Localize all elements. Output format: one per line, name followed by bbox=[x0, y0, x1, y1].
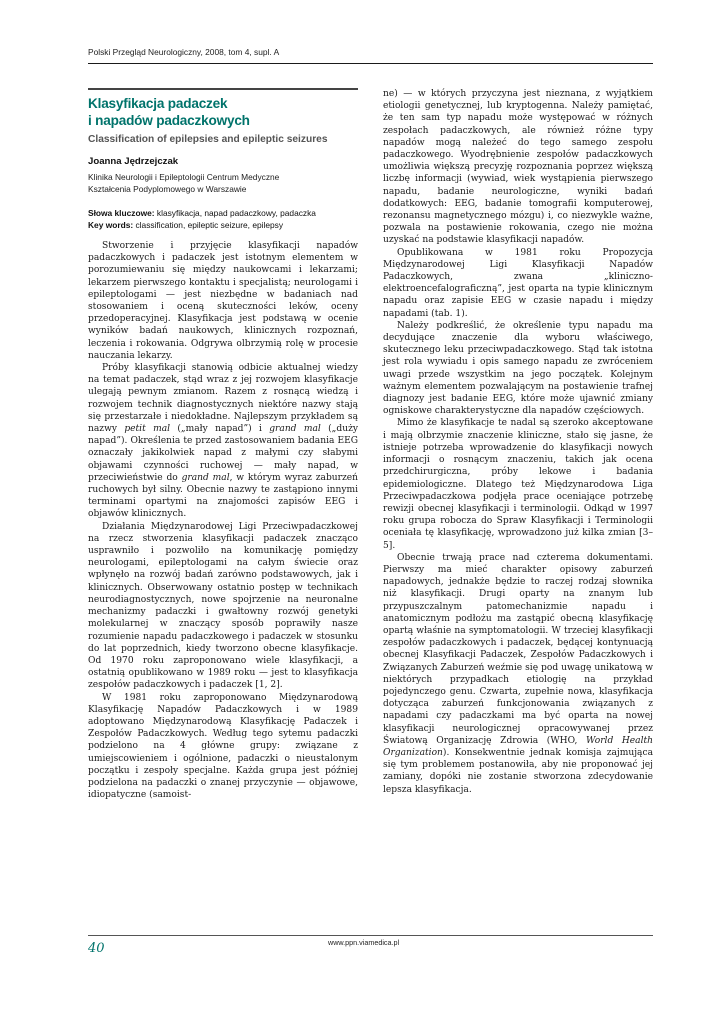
body-column-right bbox=[383, 88, 653, 796]
italic-term: petit mal bbox=[124, 424, 171, 435]
keywords-polish-label: Słowa kluczowe: bbox=[88, 208, 155, 218]
title-block bbox=[88, 96, 358, 231]
affiliation-line-2: Kształcenia Podyplomowego w Warszawie bbox=[88, 184, 247, 194]
text-run: Obecnie trwają prace nad czterema dokumentami. Pierwszy ma mieć charakter opisowy zaburzeń napadowych, jednakże będzie to raczej rodzaj słownika niż klasyfikacji. Drugi oparty na znanym lub przypuszczalnym patomechanizmie napadu i anatomicznym podłożu ma zastąpić obecną klasyfikację opartą właśnie na symptomatologii. W trzeciej klasyfikacji zespołów padaczkowych i padaczek, będącej kontynuacją obecnej Klasyfikacji Padaczek, Zespołów Padaczkowych i Związanych Zaburzeń weźmie się pod uwagę unikatową w niektórych przypadkach etiologię na przykład pojedynczego genu. Czwarta, zupełnie nowa, klasyfikacja dotycząca zaburzeń funkcjonowania związanych z napadami czy padaczkami ma być oparta na nowej klasyfikacji neurologicznej opracowywanej przez Światową Organizację Zdrowia (WHO, bbox=[383, 552, 653, 746]
page-number: 40 bbox=[88, 941, 105, 956]
text-run: ). Konsekwentnie jednak komisja zajmująca się tym problemem postanowiła, aby nie proponować jej zamiany, dopóki nie zostanie stworzona zdecydowanie lepsza klasyfikacja. bbox=[383, 747, 653, 795]
paragraph-four-documents bbox=[383, 552, 653, 796]
affiliation-line-1: Klinika Neurologii i Epileptologii Centrum Medyczne bbox=[88, 172, 280, 182]
author-name: Joanna Jędrzejczak bbox=[88, 156, 179, 167]
article-subtitle: Classification of epilepsies and epileptic seizures bbox=[88, 134, 328, 145]
article-title bbox=[88, 96, 358, 129]
header-rule bbox=[88, 63, 653, 64]
keywords-english-text: classification, epileptic seizure, epilepsy bbox=[133, 220, 284, 230]
title-line-1: Klasyfikacja padaczek bbox=[88, 96, 228, 111]
text-run: („duży napad”). Określenia te przed zastosowaniem badania EEG oznaczały jakikolwiek napad z małymi czy słabymi objawami czynności ruchowej — mały napad, w przeciwieństwie do bbox=[88, 424, 358, 483]
text-run: Próby klasyfikacji stanowią odbicie aktualnej wiedzy na temat padaczek, stąd wraz z jej rozwojem klasyfikacje ulegają pewnym zmianom. Razem z rosnącą wiedzą i rozwojem technik diagnostycznych niektóre nazwy stają się przestarzałe i niedokładne. Najlepszym przykładem są nazwy bbox=[88, 363, 358, 435]
keywords-polish-text: klasyfikacja, napad padaczkowy, padaczka bbox=[154, 208, 316, 218]
paragraph-ilae-activities: Działania Międzynarodowej Ligi Przeciwpadaczkowej na rzecz stworzenia klasyfikacji padaczek znacząco usprawniło i pozwoliło na komunikację pomiędzy neurologami, epileptologami na całym świecie oraz wpłynęło na rozwój badań zarówno podstawowych, jak i klinicznych. Obserwowany ostatnio postęp w technikach neurodiagnostycznych, nowe spojrzenie na neuronalne mechanizmy padaczki i gwałtowny rozwój genetyki molekularnej w znaczący sposób poprawiły nasze rozumienie napadu padaczkowego i padaczek w stosunku do lat poprzednich, kiedy tworzono obecne klasyfikacje. Od 1970 roku zaproponowano wiele klasyfikacji, a ostatnią opublikowano w 1989 roku — jest to klasyfikacja zespołów padaczkowych i padaczek [1, 2]. bbox=[88, 521, 358, 691]
title-rule bbox=[88, 88, 358, 90]
paragraph-1981-classification: W 1981 roku zaproponowano Międzynarodową Klasyfikację Napadów Padaczkowych i w 1989 adoptowano Międzynarodową Klasyfikację Padaczek i Zespołów Padaczkowych. Według tego sytemu padaczki podzielono na 4 główne grupy: związane z umiejscowieniem i ogólnione, padaczki o nieustalonym początku i zespoły specjalne. Każda grupa jest później podzielona na padaczki o znanej przyczynie — objawowe, idiopatyczne (samoist- bbox=[88, 692, 358, 801]
paragraph-1981-proposal: Opublikowana w 1981 roku Propozycja Międzynarodowej Ligi Klasyfikacji Napadów Padaczkowych, zwana „kliniczno-elektroencefalograficzną”, jest oparta na typie klinicznym napadu oraz zapisie EEG w czasie napadu i między napadami (tab. 1). bbox=[383, 247, 653, 319]
italic-term: World Health Organization bbox=[383, 735, 653, 758]
text-run: , w którym wyraz zaburzeń ruchowych był silny. Obecnie nazwy te zastąpiono innymi terminami opartymi na znajomości zapisów EEG i objawów klinicznych. bbox=[88, 472, 358, 520]
journal-url[interactable]: www.ppn.viamedica.pl bbox=[328, 938, 400, 947]
paragraph-classification-attempts bbox=[88, 362, 358, 521]
paragraph-intro: Stworzenie i przyjęcie klasyfikacji napadów padaczkowych i padaczek jest istotnym elementem w porozumiewaniu się między naukowcami i lekarzami; lekarzem pierwszego kontaktu i specjalistą; neurologami i epileptologami — jest niezbędne w badaniach nad stosowaniem i oceną skuteczności leków, oceny przedoperacyjnej. Klasyfikacja jest podstawą w ocenie wyników badań naukowych, klinicznych rozpoznań, leczenia i rokowania. Odgrywa olbrzymią rolę w procesie nauczania lekarzy. bbox=[88, 241, 358, 361]
title-line-2: i napadów padaczkowych bbox=[88, 112, 250, 128]
paragraph-seizure-type: Należy podkreślić, że określenie typu napadu ma decydujące znaczenie dla wyboru właściwego, skutecznego leku przeciwpadaczkowego. Stąd tak istotna jest rola wywiadu i opis samego napadu ze zwróceniem uwagi przede wszystkim na jego początek. Kolejnym ważnym elementem pozwalającym na postawienie trafnej diagnozy jest badanie EEG, które może ujawnić zmiany ogniskowe charakterystyczne dla napadów częściowych. bbox=[383, 320, 653, 417]
text-run: („mały napad”) i bbox=[170, 424, 270, 435]
author-affiliation bbox=[88, 171, 358, 195]
keywords-english-label: Key words: bbox=[88, 220, 134, 230]
body-column-left bbox=[88, 240, 358, 801]
keywords-english bbox=[88, 219, 358, 231]
running-header: Polski Przegląd Neurologiczny, 2008, tom 4, supl. A bbox=[88, 47, 280, 57]
footer-rule bbox=[88, 935, 653, 936]
paragraph-revision-need: Mimo że klasyfikacje te nadal są szeroko akceptowane i mają olbrzymie znaczenie kliniczne, stało się jasne, że istnieje potrzeba wprowadzenie do klasyfikacji nowych informacji o rosnącym znaczeniu, takich jak ocena przedchirurgiczna, próby lekowe i badania epidemiologiczne. Dlatego też Międzynarodowa Liga Przeciwpadaczkowa podjęła prace oceniające potrzebę rewizji obecnej klasyfikacji i terminologii. Odkąd w 1997 roku grupa robocza do Spraw Klasyfikacji i Terminologii oceniała tę klasyfikację, wprowadzono już kilka zmian [3–5]. bbox=[383, 418, 653, 551]
paragraph-continuation: ne) — w których przyczyna jest nieznana, z wyjątkiem etiologii genetycznej, lub kryptogenna. Należy pamiętać, że ten sam typ napadu może występować w różnych zespołach padaczkowych, ale również różne typy napadów mogą należeć do tego samego zespołu padaczkowego. Wyodrębnienie zespołów padaczkowych umożliwia większą precyzję rozpoznania poprzez większą liczbę informacji (wywiad, wiek wystąpienia pierwszego napadu, badanie neurologiczne, wyniki badań dodatkowych: EEG, badanie tomografii komputerowej, rezonansu magnetycznego mózgu) i, co niezwykle ważne, pozwala na postawienie rokowania, czego nie można uzyskać na podstawie klasyfikacji napadów. bbox=[383, 89, 653, 246]
italic-term: grand mal bbox=[181, 472, 230, 483]
italic-term: grand mal bbox=[269, 424, 321, 435]
keywords-polish bbox=[88, 207, 358, 219]
